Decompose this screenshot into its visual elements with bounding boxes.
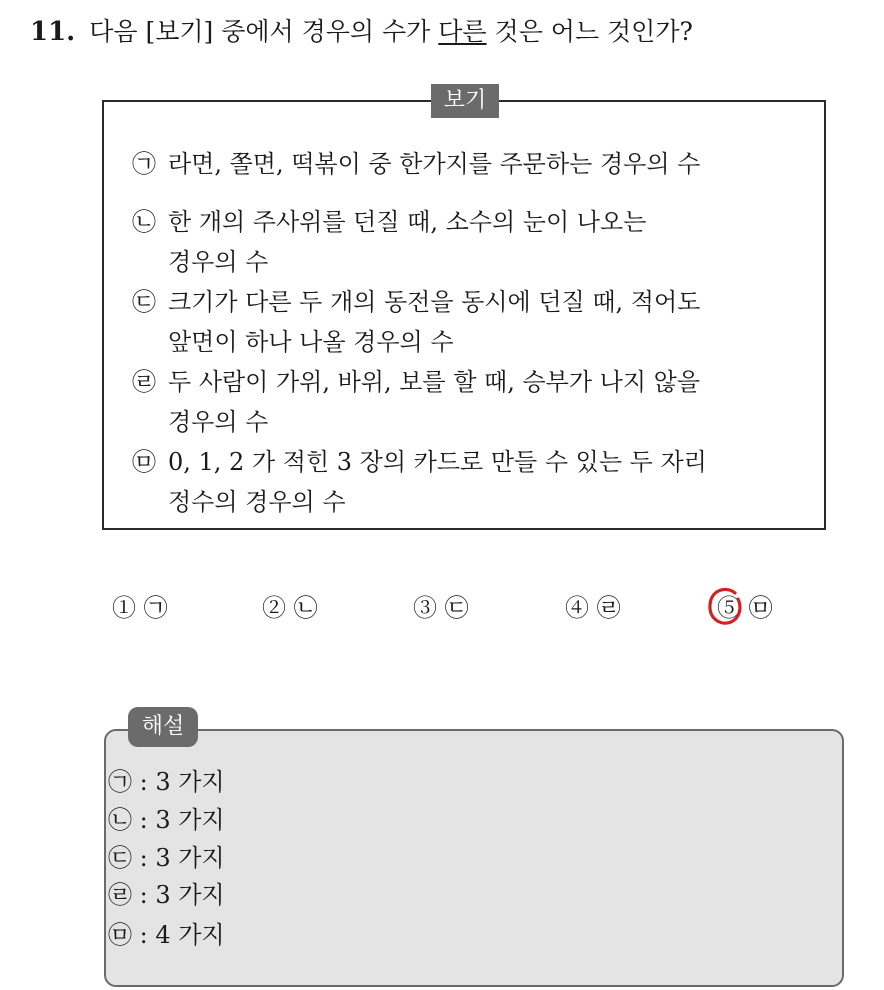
bogi-item-text: 크기가 다른 두 개의 동전을 동시에 던질 때, 적어도 xyxy=(168,288,701,316)
bogi-item-text: 0, 1, 2 가 적힌 3 장의 카드로 만들 수 있는 두 자리 xyxy=(168,448,707,476)
bogi-item-text-cont: 정수의 경우의 수 xyxy=(168,488,346,516)
solution-line-3: ㉢ : 3 가지 xyxy=(108,844,225,872)
bogi-item-mark: ㉠ xyxy=(132,150,156,178)
bogi-item-4 xyxy=(132,362,700,442)
bogi-item-mark: ㉡ xyxy=(132,208,156,236)
bogi-item-3 xyxy=(132,282,700,362)
bogi-item-5 xyxy=(132,442,707,522)
question-number: 11. xyxy=(30,17,76,47)
choice-3[interactable]: ③ ㉢ xyxy=(413,594,469,622)
question-text-underlined: 다른 xyxy=(438,17,487,46)
bogi-item-text-cont: 앞면이 하나 나올 경우의 수 xyxy=(168,328,454,356)
question-text-before: 다음 [보기] 중에서 경우의 수가 xyxy=(89,17,439,46)
question-header xyxy=(30,14,693,50)
choice-5[interactable]: ⑤ ㉤ xyxy=(717,594,773,622)
answer-circle-mark xyxy=(707,587,743,627)
bogi-item-mark: ㉢ xyxy=(132,288,156,316)
bogi-tag: 보기 xyxy=(431,84,499,118)
bogi-item-mark: ㉤ xyxy=(132,448,156,476)
solution-line-5: ㉤ : 4 가지 xyxy=(108,921,225,949)
solution-tag: 해설 xyxy=(128,707,198,747)
bogi-item-text: 한 개의 주사위를 던질 때, 소수의 눈이 나오는 xyxy=(168,208,647,236)
question-text-after: 것은 어느 것인가? xyxy=(486,17,693,46)
choice-1[interactable]: ① ㉠ xyxy=(112,594,168,622)
bogi-item-text-cont: 경우의 수 xyxy=(168,408,269,436)
solution-line-4: ㉣ : 3 가지 xyxy=(108,881,225,909)
bogi-item-text: 라면, 쫄면, 떡볶이 중 한가지를 주문하는 경우의 수 xyxy=(168,150,701,178)
solution-line-2: ㉡ : 3 가지 xyxy=(108,806,225,834)
bogi-item-2 xyxy=(132,202,646,282)
bogi-item-text: 두 사람이 가위, 바위, 보를 할 때, 승부가 나지 않을 xyxy=(168,368,701,396)
bogi-item-mark: ㉣ xyxy=(132,368,156,396)
bogi-item-text-cont: 경우의 수 xyxy=(168,248,269,276)
choice-4[interactable]: ④ ㉣ xyxy=(565,594,621,622)
bogi-item-1 xyxy=(132,144,700,184)
solution-line-1: ㉠ : 3 가지 xyxy=(108,768,225,796)
choice-2[interactable]: ② ㉡ xyxy=(262,594,318,622)
